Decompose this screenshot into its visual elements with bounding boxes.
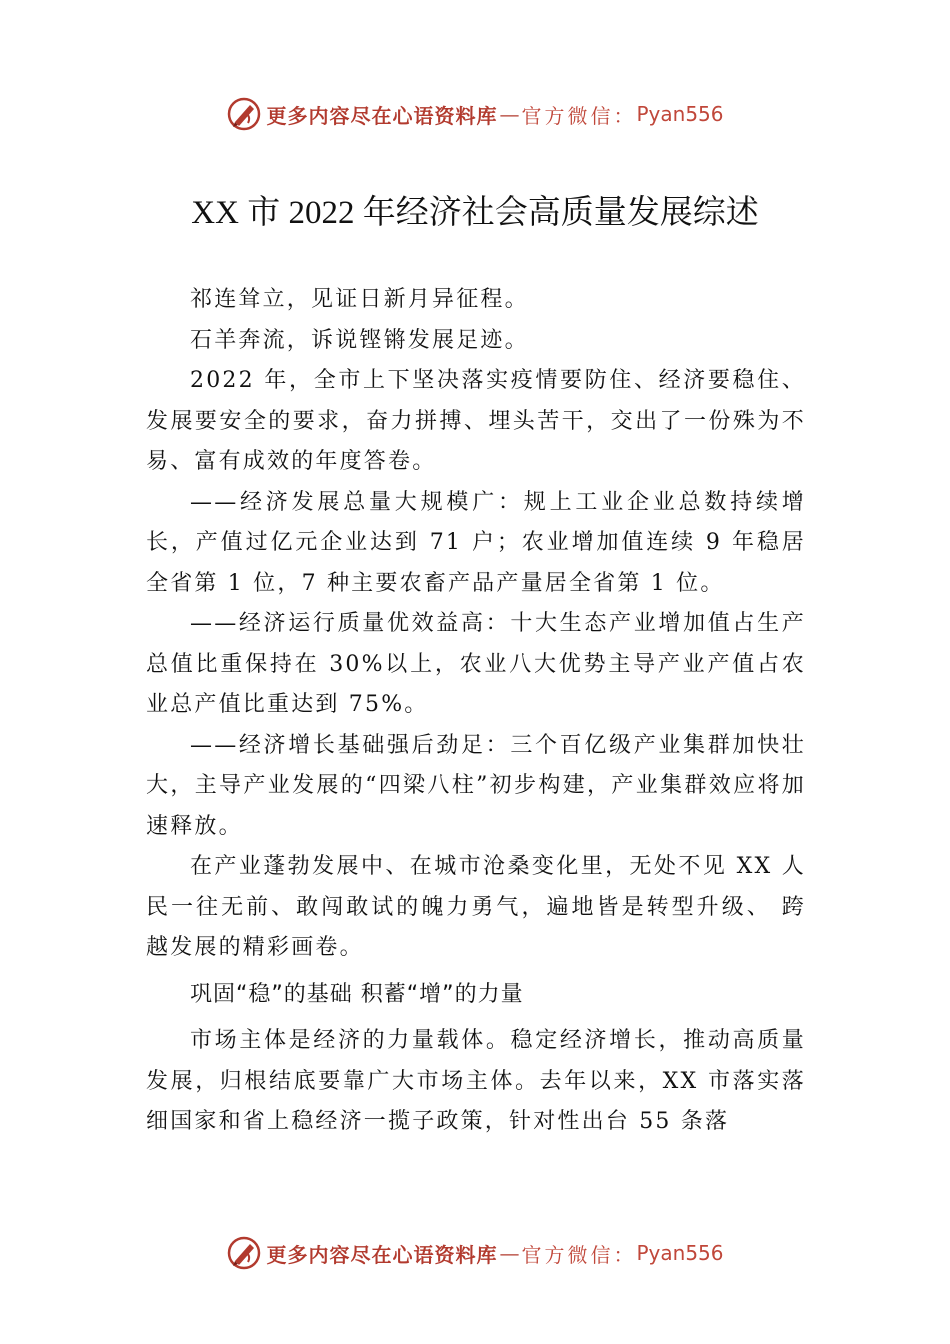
paragraph: ——经济发展总量大规模广：规上工业企业总数持续增长，产值过亿元企业达到 71 户；农业增加值连续 9 年稳居全省第 1 位，7 种主要农畜产品产量居全省第 1 位。 bbox=[146, 489, 806, 596]
paragraph: 2022 年，全市上下坚决落实疫情要防住、经济要稳住、发展要安全的要求，奋力拼搏、埋头苦干，交出了一份殊为不易、富有成效的年度答卷。 bbox=[146, 368, 806, 474]
wechat-id: Pyan556 bbox=[636, 102, 724, 126]
footer-banner bbox=[0, 1235, 950, 1271]
banner-dash: — bbox=[499, 1241, 520, 1265]
paragraph: 在产业蓬勃发展中、在城市沧桑变化里，无处不见 XX 人民一往无前、敢闯敢试的魄力勇气，遍地皆是转型升级、 跨越发展的精彩画卷。 bbox=[146, 854, 806, 960]
pen-logo-icon bbox=[226, 96, 262, 132]
site-name: 更多内容尽在心语资料库 bbox=[266, 1242, 498, 1267]
pen-logo-icon bbox=[226, 1235, 262, 1271]
paragraph: ——经济运行质量优效益高：十大生态产业增加值占生产总值比重保持在 30%以上，农业八大优势主导产业产值占农业总产值比重达到 75%。 bbox=[146, 611, 806, 717]
paragraph: 石羊奔流，诉说铿锵发展足迹。 bbox=[190, 327, 529, 353]
header-banner bbox=[0, 96, 950, 132]
site-name: 更多内容尽在心语资料库 bbox=[266, 103, 498, 128]
paragraph: ——经济增长基础强后劲足：三个百亿级产业集群加快壮大，主导产业发展的“四梁八柱”初步构建，产业集群效应将加速释放。 bbox=[146, 732, 806, 839]
paragraph: 祁连耸立，见证日新月异征程。 bbox=[190, 287, 529, 312]
document-title: XX 市 2022 年经济社会高质量发展综述 bbox=[191, 195, 759, 231]
wechat-label: 官方微信： bbox=[521, 103, 637, 128]
wechat-label: 官方微信： bbox=[521, 1242, 637, 1267]
section-heading: 巩固“稳”的基础 积蓄“增”的力量 bbox=[190, 981, 524, 1007]
banner-dash: — bbox=[499, 102, 520, 126]
document-body bbox=[146, 280, 806, 1143]
paragraph: 市场主体是经济的力量载体。稳定经济增长，推动高质量发展，归根结底要靠广大市场主体。去年以来，XX 市落实落细国家和省上稳经济一揽子政策，针对性出台 55 条落 bbox=[146, 1028, 806, 1134]
wechat-id: Pyan556 bbox=[636, 1241, 724, 1265]
